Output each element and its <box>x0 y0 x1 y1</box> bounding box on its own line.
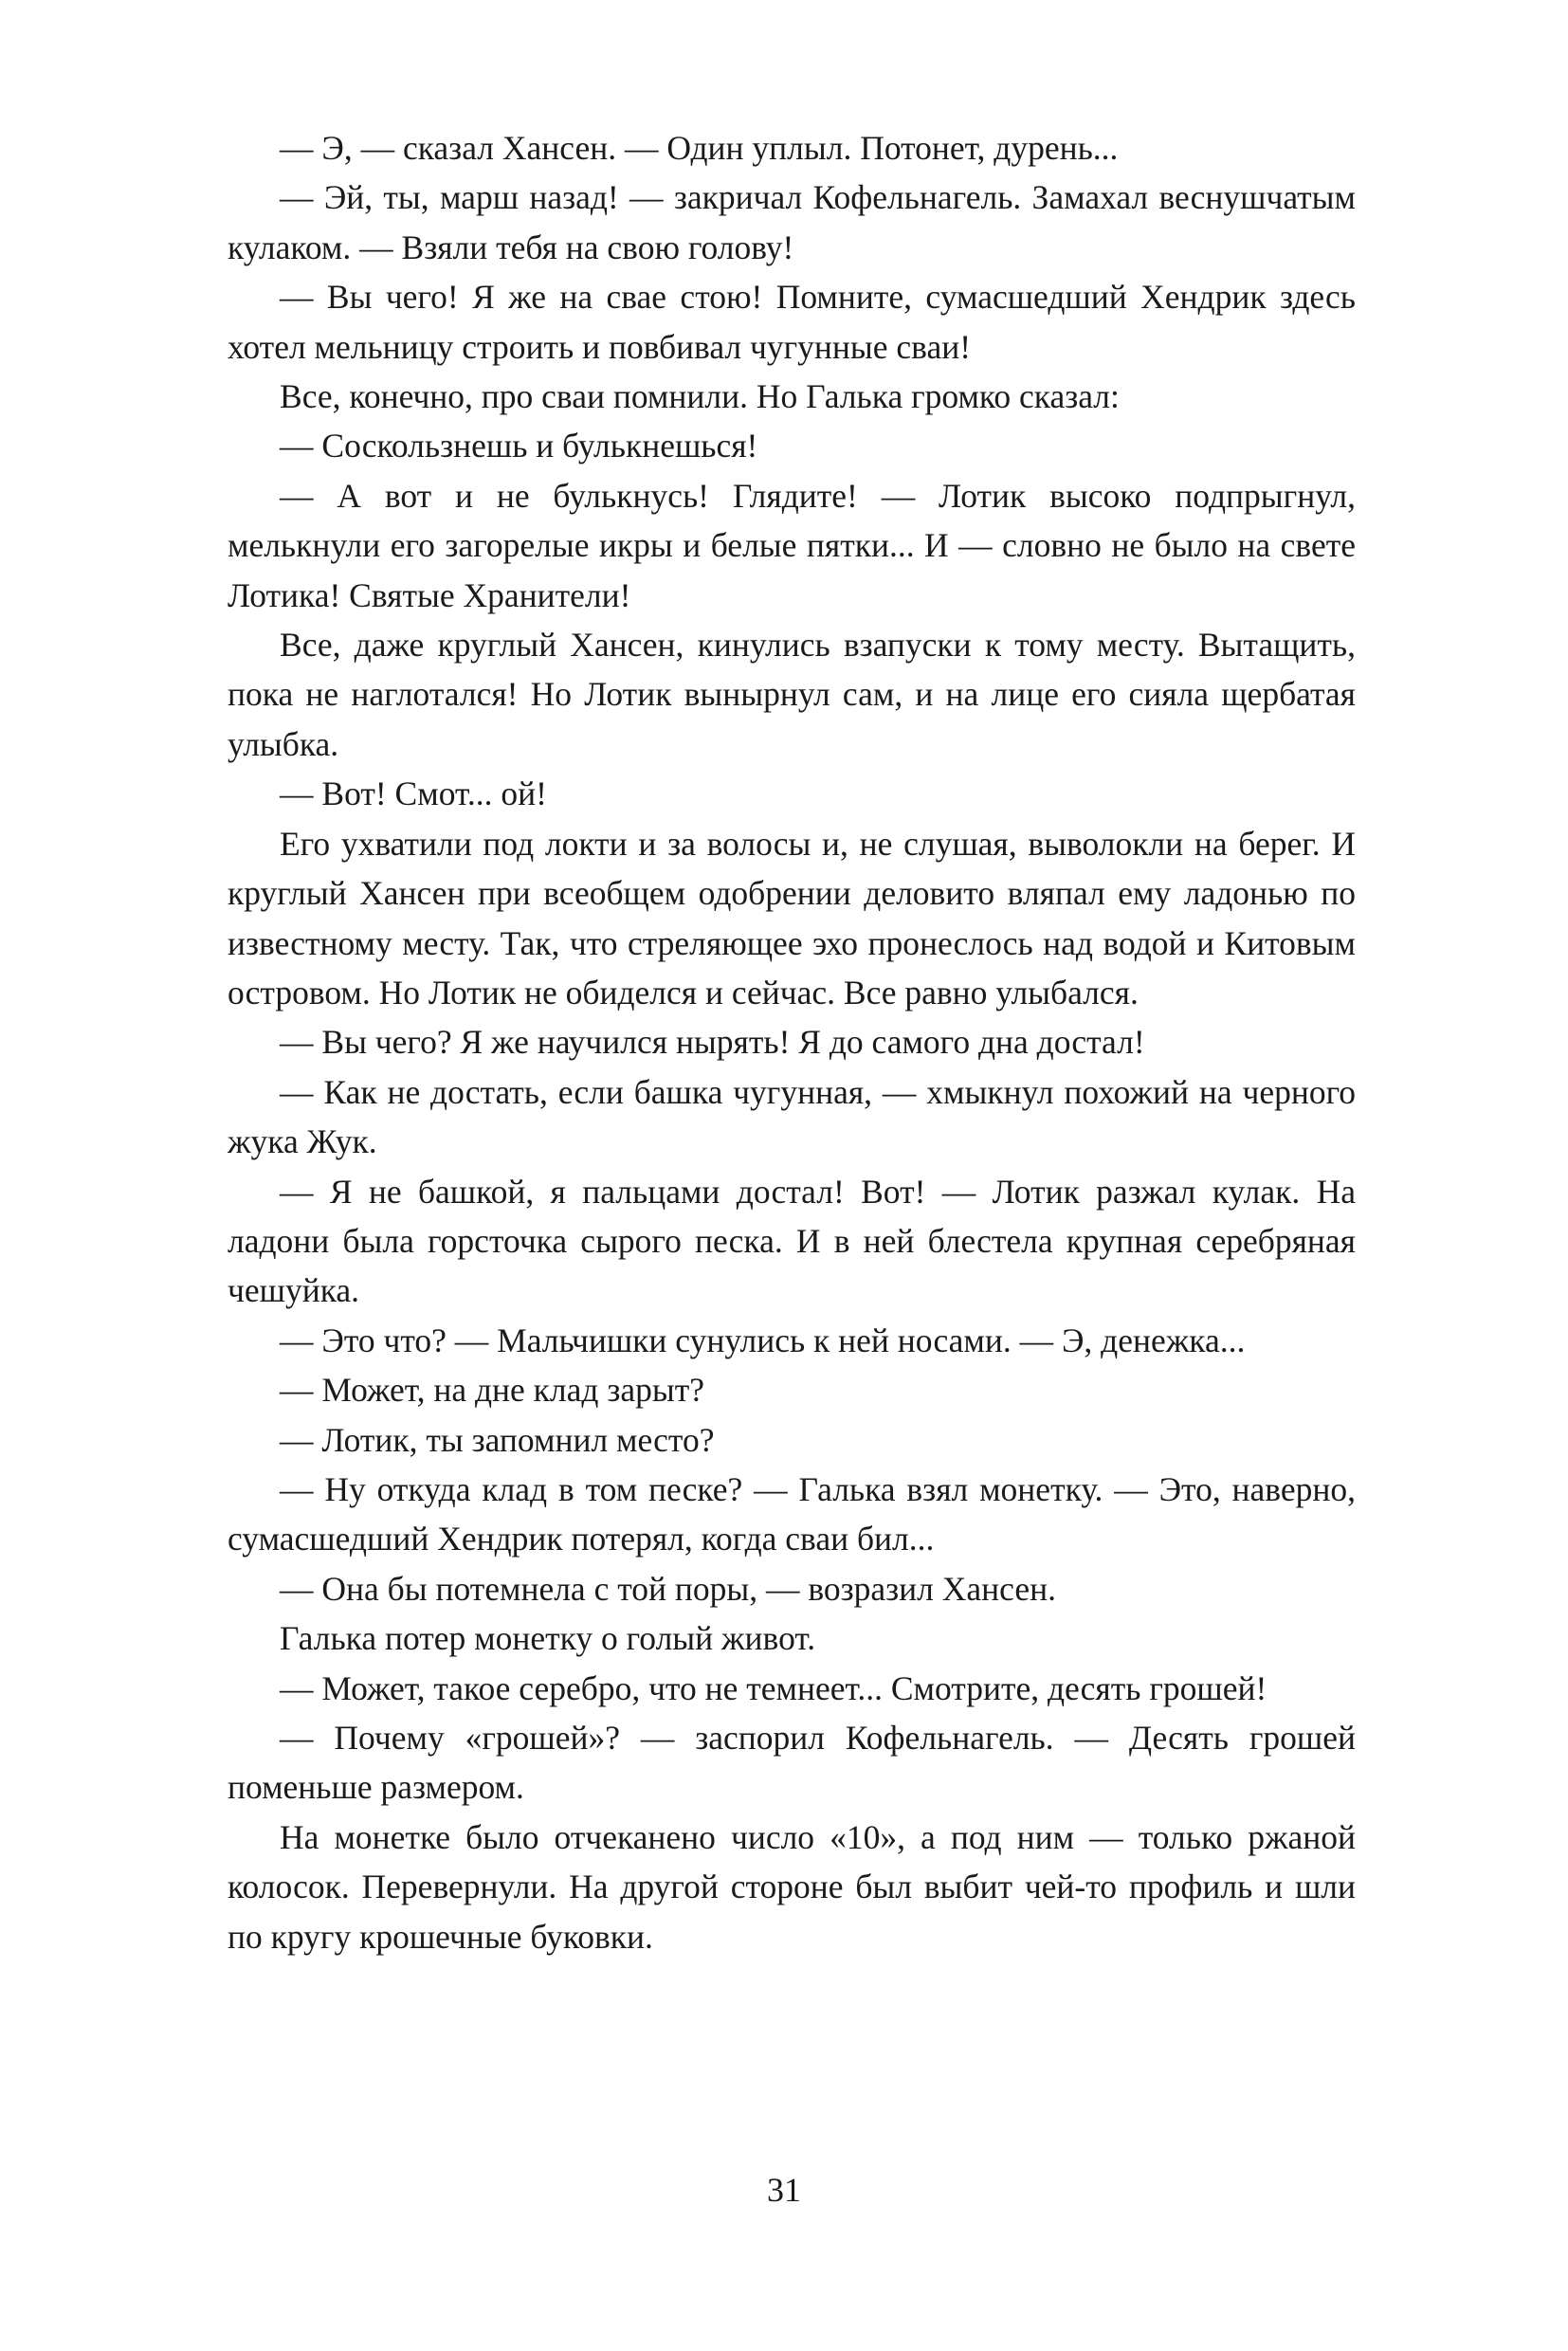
paragraph-6: — А вот и не булькнусь! Глядите! — Лотик высоко подпрыгнул, мелькнули его загорелые икры и белые пятки... И — словно не было на свете Лотика! Святые Хранители! <box>228 476 1356 614</box>
page-number: 31 <box>767 2171 801 2209</box>
paragraph-7: Все, даже круглый Хансен, кинулись взапуски к тому месту. Вытащить, пока не наглотался! Но Лотик вынырнул сам, и на лице его сияла щербатая улыбка. <box>228 626 1356 763</box>
page-text <box>228 123 1356 1961</box>
paragraph-21: На монетке было отчеканено число «10», а под ним — только ржаной колосок. Перевернули. На другой стороне был выбит чей-то профиль и шли по кругу крошечные буковки. <box>228 1817 1356 1956</box>
paragraph-5: — Соскользнешь и булькнешься! <box>280 427 758 465</box>
paragraph-19: — Может, такое серебро, что не темнеет... Смотрите, десять грошей! <box>280 1668 1267 1707</box>
paragraph-3: — Вы чего! Я же на свае стою! Помните, сумасшедший Хендрик здесь хотел мельницу строить и повбивал чугунные сваи! <box>228 278 1356 366</box>
paragraph-12: — Я не башкой, я пальцами достал! Вот! — Лотик разжал кулак. На ладони была горсточка сырого песка. И в ней блестела крупная серебряная чешуйка. <box>228 1172 1356 1310</box>
paragraph-14: — Может, на дне клад зарыт? <box>280 1371 704 1410</box>
paragraph-16: — Ну откуда клад в том песке? — Галька взял монетку. — Это, наверно, сумасшедший Хендрик потерял, когда сваи бил... <box>228 1469 1356 1558</box>
paragraph-17: — Она бы потемнела с той поры, — возразил Хансен. <box>280 1569 1056 1608</box>
paragraph-15: — Лотик, ты запомнил место? <box>280 1420 715 1459</box>
paragraph-4: Все, конечно, про сваи помнили. Но Галька громко сказал: <box>280 377 1120 416</box>
paragraph-11: — Как не достать, если башка чугунная, — хмыкнул похожий на черного жука Жук. <box>228 1072 1356 1161</box>
paragraph-10: — Вы чего? Я же научился нырять! Я до самого дна достал! <box>280 1023 1145 1062</box>
paragraph-13: — Это что? — Мальчишки сунулись к ней носами. — Э, денежка... <box>280 1321 1246 1359</box>
paragraph-8: — Вот! Смот... ой! <box>280 775 547 813</box>
paragraph-18: Галька потер монетку о голый живот. <box>280 1619 816 1658</box>
paragraph-2: — Эй, ты, марш назад! — закричал Кофельнагель. Замахал веснушчатым кулаком. — Взяли тебя на свою голову! <box>228 178 1356 266</box>
paragraph-1: — Э, — сказал Хансен. — Один уплыл. Потонет, дурень... <box>280 129 1119 167</box>
paragraph-9: Его ухватили под локти и за волосы и, не слушая, выволокли на берег. И круглый Хансен при всеобщем одобрении деловито вляпал ему ладонью по известному месту. Так, что стреляющее эхо пронеслось над водой и Китовым островом. Но Лотик не обиделся и сейчас. Все равно улыбался. <box>228 824 1356 1011</box>
paragraph-20: — Почему «грошей»? — заспорил Кофельнагель. — Десять грошей поменьше размером. <box>228 1719 1356 1807</box>
